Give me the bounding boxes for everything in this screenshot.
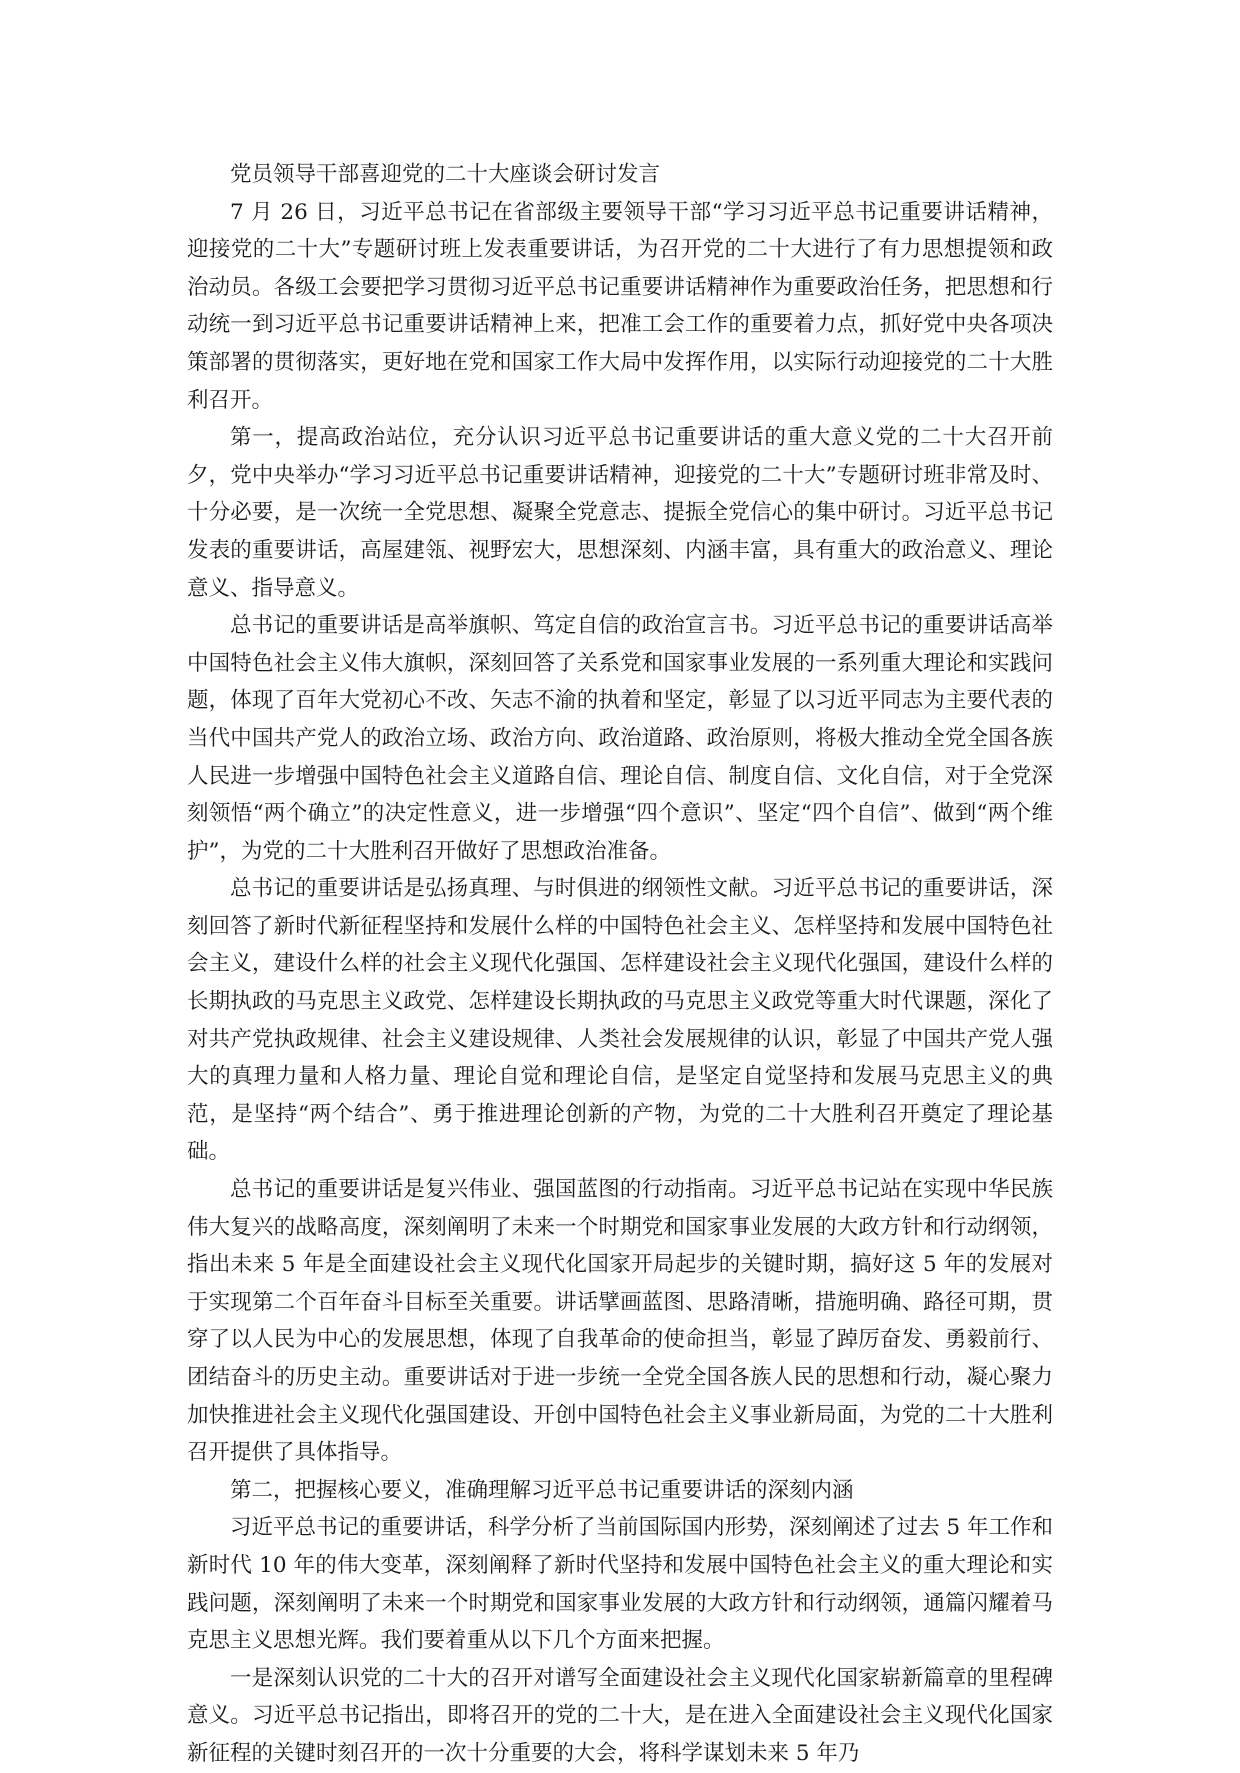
paragraph-item-one: 一是深刻认识党的二十大的召开对谱写全面建设社会主义现代化国家崭新篇章的里程碑意义。习近平总书记指出，即将召开的党的二十大，是在进入全面建设社会主义现代化国家新征程的关键时刻召开的一次十分重要的大会，将科学谋划未来 5 年乃 bbox=[187, 1665, 1053, 1766]
paragraph-point-one: 第一，提高政治站位，充分认识习近平总书记重要讲话的重大意义党的二十大召开前夕，党中央举办“学习习近平总书记重要讲话精神，迎接党的二十大”专题研讨班非常及时、十分必要，是一次统一全党思想、凝聚全党意志、提振全党信心的集中研讨。习近平总书记发表的重要讲话，高屋建瓴、视野宏大，思想深刻、内涵丰富，具有重大的政治意义、理论意义、指导意义。 bbox=[187, 425, 1053, 601]
paragraph-action-guide: 总书记的重要讲话是复兴伟业、强国蓝图的行动指南。习近平总书记站在实现中华民族伟大复兴的战略高度，深刻阐明了未来一个时期党和国家事业发展的大政方针和行动纲领，指出未来 5 年是全面建设社会主义现代化国家开局起步的关键时期，搞好这 5 年的发展对于实现第二个百年奋斗目标至关重要。讲话擘画蓝图、思路清晰，措施明确、路径可期，贯穿了以人民为中心的发展思想，体现了自我革命的使命担当，彰显了踔厉奋发、勇毅前行、团结奋斗的历史主动。重要讲话对于进一步统一全党全国各族人民的思想和行动，凝心聚力加快推进社会主义现代化强国建设、开创中国特色社会主义事业新局面，为党的二十大胜利召开提供了具体指导。 bbox=[187, 1177, 1053, 1466]
paragraph-intro: 7 月 26 日，习近平总书记在省部级主要领导干部“学习习近平总书记重要讲话精神，迎接党的二十大”专题研讨班上发表重要讲话，为召开党的二十大进行了有力思想提领和政治动员。各级工会要把学习贯彻习近平总书记重要讲话精神作为重要政治任务，把思想和行动统一到习近平总书记重要讲话精神上来，把准工会工作的重要着力点，抓好党中央各项决策部署的贯彻落实，更好地在党和国家工作大局中发挥作用，以实际行动迎接党的二十大胜利召开。 bbox=[187, 199, 1053, 413]
document-title: 党员领导干部喜迎党的二十大座谈会研讨发言 bbox=[230, 162, 661, 187]
paragraph-programmatic-document: 总书记的重要讲话是弘扬真理、与时俱进的纲领性文献。习近平总书记的重要讲话，深刻回答了新时代新征程坚持和发展什么样的中国特色社会主义、怎样坚持和发展中国特色社会主义，建设什么样的社会主义现代化强国、怎样建设社会主义现代化强国，建设什么样的长期执政的马克思主义政党、怎样建设长期执政的马克思主义政党等重大时代课题，深化了对共产党执政规律、社会主义建设规律、人类社会发展规律的认识，彰显了中国共产党人强大的真理力量和人格力量、理论自觉和理论自信，是坚定自觉坚持和发展马克思主义的典范，是坚持“两个结合”、勇于推进理论创新的产物，为党的二十大胜利召开奠定了理论基础。 bbox=[187, 876, 1053, 1165]
paragraph-political-declaration: 总书记的重要讲话是高举旗帜、笃定自信的政治宣言书。习近平总书记的重要讲话高举中国特色社会主义伟大旗帜，深刻回答了关系党和国家事业发展的一系列重大理论和实践问题，体现了百年大党初心不改、矢志不渝的执着和坚定，彰显了以习近平同志为主要代表的当代中国共产党人的政治立场、政治方向、政治道路、政治原则，将极大推动全党全国各族人民进一步增强中国特色社会主义道路自信、理论自信、制度自信、文化自信，对于全党深刻领悟“两个确立”的决定性意义，进一步增强“四个意识”、坚定“四个自信”、做到“两个维护”，为党的二十大胜利召开做好了思想政治准备。 bbox=[187, 613, 1053, 864]
paragraph-point-two-heading: 第二，把握核心要义，准确理解习近平总书记重要讲话的深刻内涵 bbox=[230, 1477, 854, 1503]
paragraph-point-two-body: 习近平总书记的重要讲话，科学分析了当前国际国内形势，深刻阐述了过去 5 年工作和新时代 10 年的伟大变革，深刻阐释了新时代坚持和发展中国特色社会主义的重大理论和实践问题，深刻阐明了未来一个时期党和国家事业发展的大政方针和行动纲领，通篇闪耀着马克思主义思想光辉。我们要着重从以下几个方面来把握。 bbox=[187, 1515, 1053, 1654]
document-body bbox=[187, 156, 1053, 1773]
